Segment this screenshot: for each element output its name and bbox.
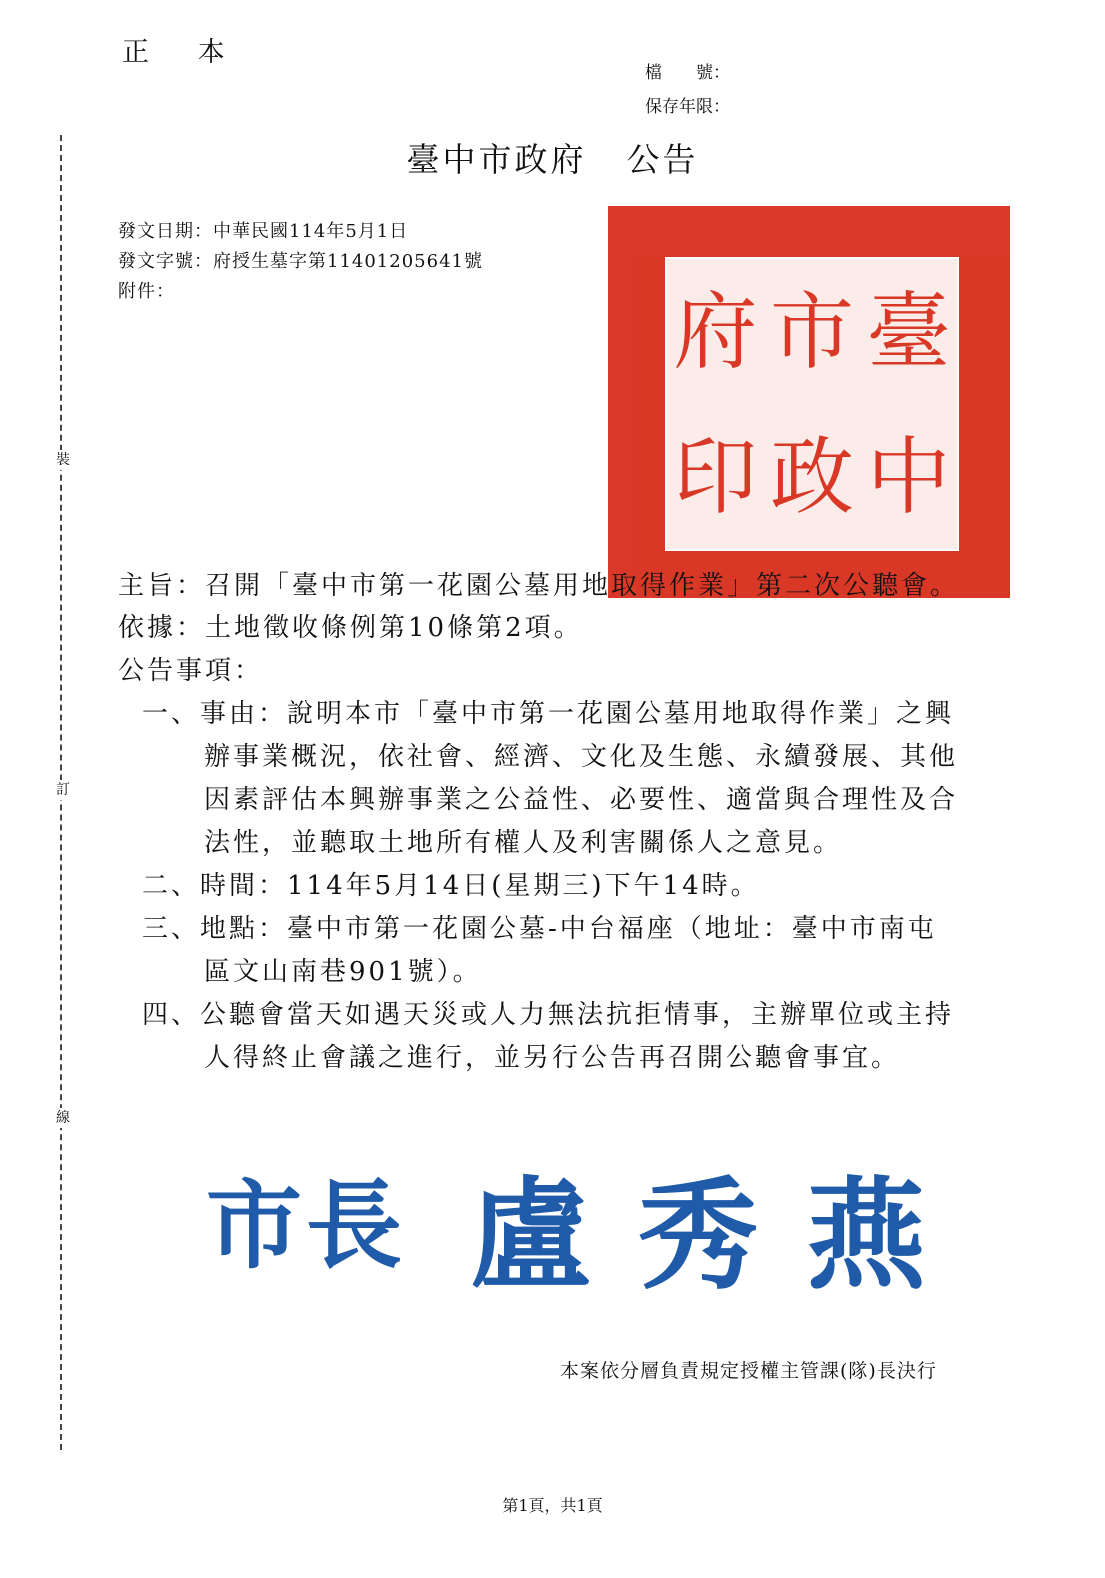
attachment-label: 附件： bbox=[118, 281, 175, 302]
item-1-line-3: 因素評估本興辦事業之公益性、必要性、適當與合理性及合 bbox=[204, 785, 959, 815]
copy-mark: 正 本 bbox=[122, 37, 245, 68]
reference-number: 發文字號：府授生墓字第11401205641號 bbox=[118, 251, 483, 272]
issue-date: 發文日期：中華民國114年5月1日 bbox=[118, 221, 409, 242]
document-type: 公告 bbox=[626, 140, 699, 179]
seal-char: 市 bbox=[770, 282, 855, 381]
item-2-line-1: 二、時間：114年5月14日(星期三)下午14時。 bbox=[142, 871, 760, 901]
issuing-organization: 臺中市政府 bbox=[406, 140, 587, 179]
item-1-line-2: 辦事業概況，依社會、經濟、文化及生態、永續發展、其他 bbox=[204, 742, 959, 772]
signature-name: 盧秀燕 bbox=[470, 1165, 974, 1306]
document-title bbox=[0, 134, 1105, 181]
signature-title: 市長 bbox=[206, 1169, 406, 1282]
seal-char: 政 bbox=[770, 427, 855, 526]
item-3-line-1: 三、地點：臺中市第一花園公墓-中台福座（地址：臺中市南屯 bbox=[142, 914, 937, 944]
basis-line: 依據：土地徵收條例第10條第2項。 bbox=[118, 613, 583, 643]
item-3-line-2: 區文山南巷901號）。 bbox=[204, 957, 482, 987]
seal-char: 印 bbox=[673, 427, 758, 526]
delegation-note: 本案依分層負責規定授權主管課(隊)長決行 bbox=[560, 1360, 937, 1382]
retention-period-label: 保存年限： bbox=[645, 97, 730, 117]
item-4-line-1: 四、公聽會當天如遇天災或人力無法抗拒情事，主辦單位或主持 bbox=[142, 1000, 955, 1030]
subject-line: 主旨：召開「臺中市第一花園公墓用地取得作業」第二次公聽會。 bbox=[118, 571, 960, 601]
seal-inner bbox=[665, 257, 959, 551]
binding-mark-top: 裝 bbox=[53, 450, 73, 470]
binding-mark-bottom: 線 bbox=[53, 1108, 73, 1128]
item-1-line-4: 法性，並聽取土地所有權人及利害關係人之意見。 bbox=[204, 828, 843, 858]
seal-char: 府 bbox=[673, 282, 758, 381]
file-number-label: 檔 號： bbox=[645, 63, 730, 83]
page-number: 第1頁，共1頁 bbox=[502, 1496, 603, 1515]
items-heading: 公告事項： bbox=[118, 656, 264, 686]
seal-char: 中 bbox=[866, 427, 951, 526]
item-4-line-2: 人得終止會議之進行，並另行公告再召開公聽會事宜。 bbox=[204, 1043, 901, 1073]
official-seal bbox=[608, 206, 1010, 598]
item-1-line-1: 一、事由：說明本市「臺中市第一花園公墓用地取得作業」之興 bbox=[142, 699, 955, 729]
binding-mark-middle: 訂 bbox=[53, 780, 73, 800]
seal-char: 臺 bbox=[866, 282, 951, 381]
